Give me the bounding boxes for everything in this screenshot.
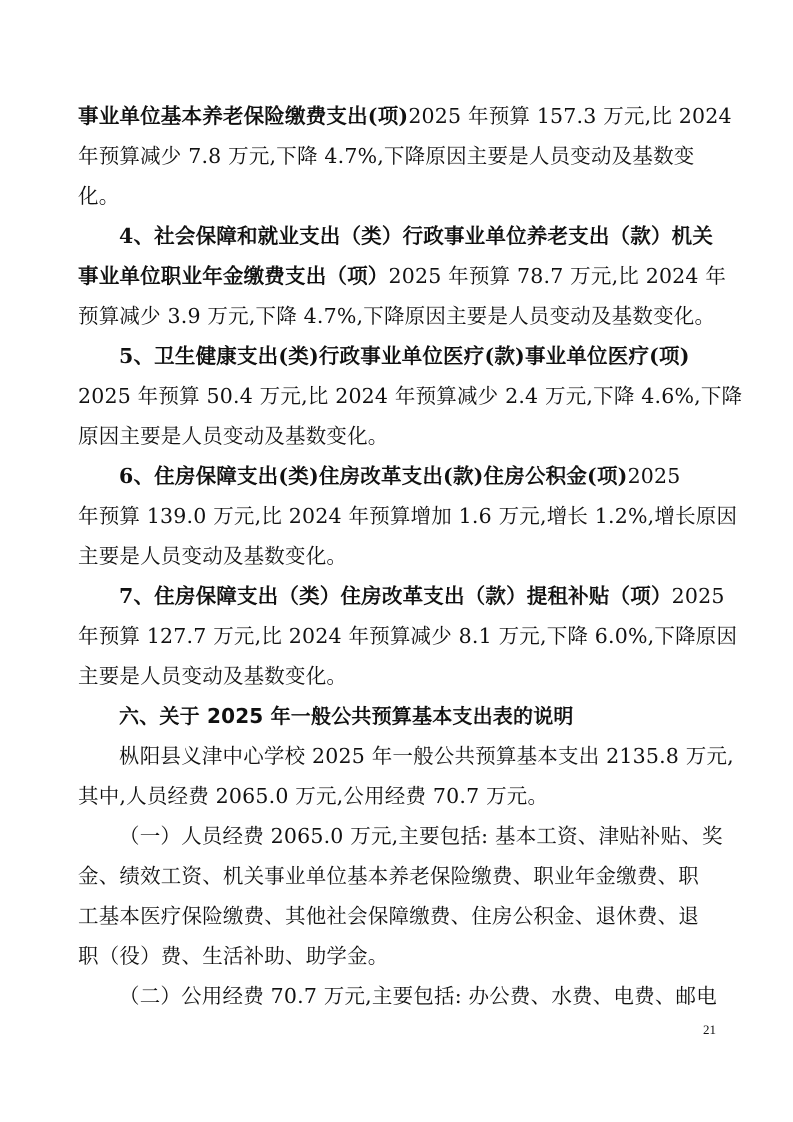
- paragraph-line: 主要是人员变动及基数变化。: [78, 664, 348, 688]
- item-text: 2025: [627, 464, 681, 488]
- paragraph-line: 职（役）费、生活补助、助学金。: [78, 944, 389, 968]
- paragraph-line: [78, 576, 725, 616]
- paragraph-line: 化。: [78, 184, 120, 208]
- paragraph-line: [78, 256, 727, 296]
- item-heading: 7、住房保障支出（类）住房改革支出（款）提租补贴（项）: [119, 584, 672, 608]
- item-heading: 事业单位职业年金缴费支出（项）: [78, 264, 389, 288]
- paragraph-line: 2025 年预算 50.4 万元,比 2024 年预算减少 2.4 万元,下降 4.6%,下降: [78, 384, 743, 408]
- paragraph-line: 年预算 127.7 万元,比 2024 年预算减少 8.1 万元,下降 6.0%,下降原因: [78, 624, 738, 648]
- item-heading: 事业单位基本养老保险缴费支出(项): [78, 104, 409, 128]
- paragraph-line: 原因主要是人员变动及基数变化。: [78, 424, 389, 448]
- page-number: 21: [703, 1022, 716, 1037]
- paragraph-line: 预算减少 3.9 万元,下降 4.7%,下降原因主要是人员变动及基数变化。: [78, 304, 716, 328]
- document-body: [78, 96, 743, 1016]
- item-text: 2025: [671, 584, 725, 608]
- paragraph-line: 其中,人员经费 2065.0 万元,公用经费 70.7 万元。: [78, 784, 549, 808]
- paragraph-line: （二）公用经费 70.7 万元,主要包括: 办公费、水费、电费、邮电: [119, 984, 717, 1008]
- paragraph-line: 年预算减少 7.8 万元,下降 4.7%,下降原因主要是人员变动及基数变: [78, 144, 695, 168]
- item-heading: 4、社会保障和就业支出（类）行政事业单位养老支出（款）机关: [119, 224, 714, 248]
- item-text: 2025 年预算 78.7 万元,比 2024 年: [388, 264, 727, 288]
- paragraph-line: [78, 456, 718, 496]
- item-heading: 6、住房保障支出(类)住房改革支出(款)住房公积金(项): [119, 464, 628, 488]
- paragraph-line: 年预算 139.0 万元,比 2024 年预算增加 1.6 万元,增长 1.2%,增长原因: [78, 504, 738, 528]
- paragraph-line: 主要是人员变动及基数变化。: [78, 544, 348, 568]
- paragraph-line: （一）人员经费 2065.0 万元,主要包括: 基本工资、津贴补贴、奖: [119, 824, 723, 848]
- item-heading: 5、卫生健康支出(类)行政事业单位医疗(款)事业单位医疗(项): [119, 344, 690, 368]
- paragraph-line: 金、绩效工资、机关事业单位基本养老保险缴费、职业年金缴费、职: [78, 864, 699, 888]
- paragraph-line: 枞阳县义津中心学校 2025 年一般公共预算基本支出 2135.8 万元,: [119, 744, 734, 768]
- section-heading: 六、关于 2025 年一般公共预算基本支出表的说明: [119, 704, 574, 728]
- item-text: 2025 年预算 157.3 万元,比 2024: [408, 104, 732, 128]
- paragraph-line: [78, 96, 732, 136]
- paragraph-line: 工基本医疗保险缴费、其他社会保障缴费、住房公积金、退休费、退: [78, 904, 699, 928]
